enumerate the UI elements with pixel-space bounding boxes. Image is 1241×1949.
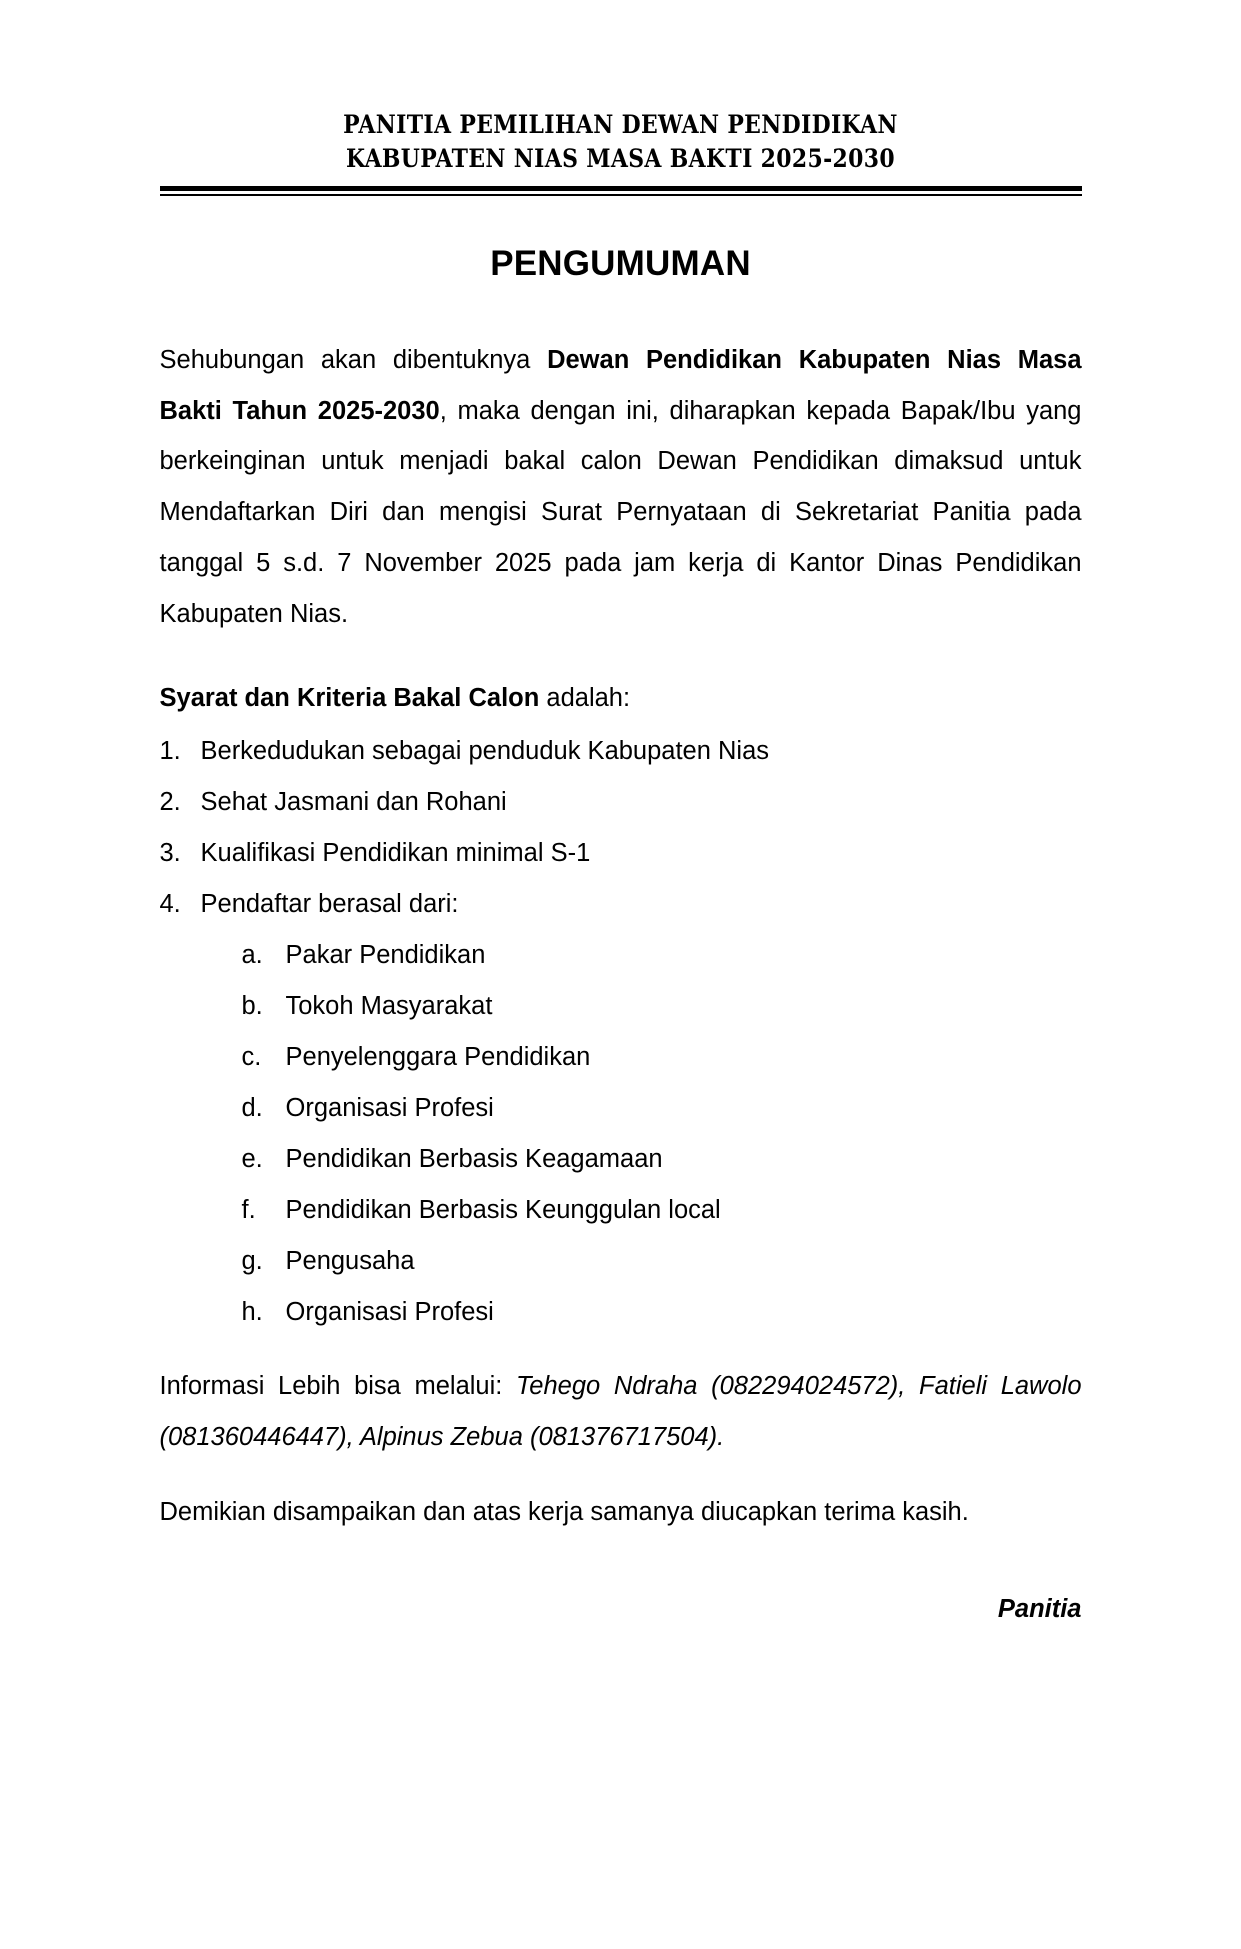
list-item-label: Sehat Jasmani dan Rohani [200, 788, 507, 817]
list-item [160, 731, 1082, 771]
letterhead [0, 0, 1241, 177]
list-item [160, 833, 1082, 873]
intro-bold-phrase: Dewan Pendidikan Kabupaten Nias Masa Bakti Tahun 2025-2030 [159, 345, 1082, 425]
letterhead-line-2: KABUPATEN NIAS MASA BAKTI 2025-2030 [346, 144, 895, 175]
sublist-item [242, 1241, 1082, 1281]
list-item [160, 884, 1082, 1332]
contact-lead: Informasi Lebih bisa melalui: [159, 1372, 517, 1401]
sublist-marker: a. [241, 941, 263, 970]
list-marker: 2. [159, 788, 181, 817]
sublist-marker: d. [241, 1094, 263, 1123]
contact-people: Tehego Ndraha (082294024572), Fatieli Lawolo (081360446447), Alpinus Zebua (081376717504). [159, 1372, 1082, 1452]
letterhead-divider [160, 186, 1082, 196]
list-item-label: Berkedudukan sebagai penduduk Kabupaten Nias [200, 737, 770, 766]
list-item-label: Kualifikasi Pendidikan minimal S-1 [200, 839, 591, 868]
list-item [160, 782, 1082, 822]
sublist-item-label: Pengusaha [285, 1247, 415, 1276]
sublist-marker: h. [241, 1298, 263, 1327]
sublist-item [242, 1190, 1082, 1230]
sublist-item-label: Penyelenggara Pendidikan [285, 1043, 591, 1072]
sublist-item-label: Organisasi Profesi [285, 1298, 494, 1327]
sublist-marker: e. [241, 1145, 263, 1174]
sublist-item [242, 986, 1082, 1026]
sublist-marker: b. [241, 992, 263, 1021]
sublist-marker: f. [241, 1196, 256, 1225]
sublist-item [242, 1088, 1082, 1128]
list-marker: 4. [159, 890, 181, 919]
criteria-list [160, 731, 1082, 1332]
source-sublist [201, 935, 1082, 1332]
intro-segment-2: , maka dengan ini, diharapkan kepada Bapak/Ibu yang berkeinginan untuk menjadi bakal calon Dewan Pendidikan dimaksud untuk Mendaftarkan Diri dan mengisi Surat Pernyataan di Sekretariat Panitia pada tanggal 5 s.d. 7 November 2025 pada jam kerja di Kantor Dinas Pendidikan Kabupaten Nias. [159, 396, 1082, 628]
criteria-heading [160, 673, 1082, 724]
list-marker: 1. [159, 737, 181, 766]
sublist-item-label: Pakar Pendidikan [285, 941, 486, 970]
page-title: PENGUMUMAN [490, 243, 751, 283]
sublist-item-label: Pendidikan Berbasis Keagamaan [285, 1145, 663, 1174]
document-body [160, 244, 1082, 1624]
sublist-item-label: Pendidikan Berbasis Keunggulan local [285, 1196, 721, 1225]
sublist-marker: c. [241, 1043, 262, 1072]
sublist-marker: g. [241, 1247, 263, 1276]
signature-block: Panitia [997, 1594, 1082, 1623]
criteria-heading-rest: adalah: [539, 683, 631, 712]
sublist-item [242, 1037, 1082, 1077]
sublist-item [242, 1139, 1082, 1179]
intro-paragraph [160, 335, 1082, 640]
sublist-item-label: Tokoh Masyarakat [285, 992, 493, 1021]
letterhead-line-1: PANITIA PEMILIHAN DEWAN PENDIDIKAN [343, 110, 898, 140]
sublist-item-label: Organisasi Profesi [285, 1094, 494, 1123]
divider-thin-line [160, 194, 1082, 196]
list-item-label: Pendaftar berasal dari: [200, 890, 459, 919]
closing-paragraph: Demikian disampaikan dan atas kerja samanya diucapkan terima kasih. [159, 1498, 969, 1527]
list-marker: 3. [159, 839, 181, 868]
intro-segment-1: Sehubungan akan dibentuknya [159, 345, 548, 374]
sublist-item [242, 1292, 1082, 1332]
sublist-item [242, 935, 1082, 975]
criteria-heading-bold: Syarat dan Kriteria Bakal Calon [159, 683, 540, 712]
contact-paragraph [160, 1361, 1082, 1463]
